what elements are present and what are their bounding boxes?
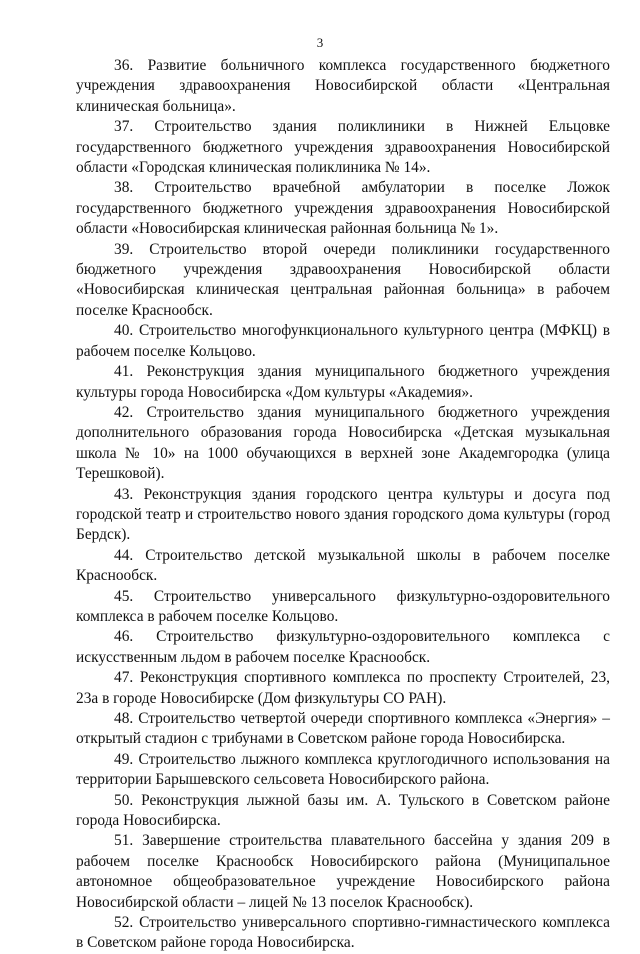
list-item: 51. Завершение строительства плавательного бассейна у здания 209 в рабочем поселке Краснообск Новосибирского района (Муниципальное автономное общеобразовательное учреждение Новосибирского района Новосибирской области – лицей № 13 поселок Краснообск). xyxy=(76,832,610,911)
list-item: 41. Реконструкция здания муниципального бюджетного учреждения культуры города Новосибирска «Дом культуры «Академия». xyxy=(76,363,610,401)
list-item: 43. Реконструкция здания городского центра культуры и досуга под городской театр и строительство нового здания городского дома культуры (город Бердск). xyxy=(76,485,610,544)
list-item: 49. Строительство лыжного комплекса круглогодичного использования на территории Барышевского сельсовета Новосибирского района. xyxy=(76,750,610,789)
page-number: 3 xyxy=(316,35,324,50)
list-item: 40. Строительство многофункционального культурного центра (МФКЦ) в рабочем поселке Кольцово. xyxy=(76,322,610,360)
list-item: 45. Строительство универсального физкультурно-оздоровительного комплекса в рабочем поселке Кольцово. xyxy=(76,587,610,625)
list-item: 36. Развитие больничного комплекса государственного бюджетного учреждения здравоохранения Новосибирской области «Центральная клиническая больница». xyxy=(76,57,610,115)
list-item: 47. Реконструкция спортивного комплекса по проспекту Строителей, 23, 23а в городе Новосибирске (Дом физкультуры СО РАН). xyxy=(76,669,610,707)
list-item: 46. Строительство физкультурно-оздоровительного комплекса с искусственным льдом в рабочем поселке Краснообск. xyxy=(76,628,610,666)
document-body xyxy=(76,56,610,954)
list-item: 48. Строительство четвертой очереди спортивного комплекса «Энергия» – открытый стадион с трибунами в Советском районе города Новосибирска. xyxy=(76,710,610,748)
list-item: 39. Строительство второй очереди поликлиники государственного бюджетного учреждения здравоохранения Новосибирской области «Новосибирская клиническая центральная районная больница» в рабочем поселке Краснообск. xyxy=(76,240,610,319)
list-item: 37. Строительство здания поликлиники в Нижней Ельцовке государственного бюджетного учреждения здравоохранения Новосибирской области «Городская клиническая поликлиника № 14». xyxy=(76,118,610,177)
list-item: 42. Строительство здания муниципального бюджетного учреждения дополнительного образования города Новосибирска «Детская музыкальная школа № 10» на 1000 обучающихся в верхней зоне Академгородка (улица Терешковой). xyxy=(76,403,610,483)
list-item: 44. Строительство детской музыкальной школы в рабочем поселке Краснообск. xyxy=(76,546,610,585)
list-item: 38. Строительство врачебной амбулатории в поселке Ложок государственного бюджетного учреждения здравоохранения Новосибирской области «Новосибирская клиническая районная больница № 1». xyxy=(76,179,610,238)
list-item: 50. Реконструкция лыжной базы им. А. Тульского в Советском районе города Новосибирска. xyxy=(76,791,610,830)
list-item: 52. Строительство универсального спортивно-гимнастического комплекса в Советском районе города Новосибирска. xyxy=(76,914,610,952)
